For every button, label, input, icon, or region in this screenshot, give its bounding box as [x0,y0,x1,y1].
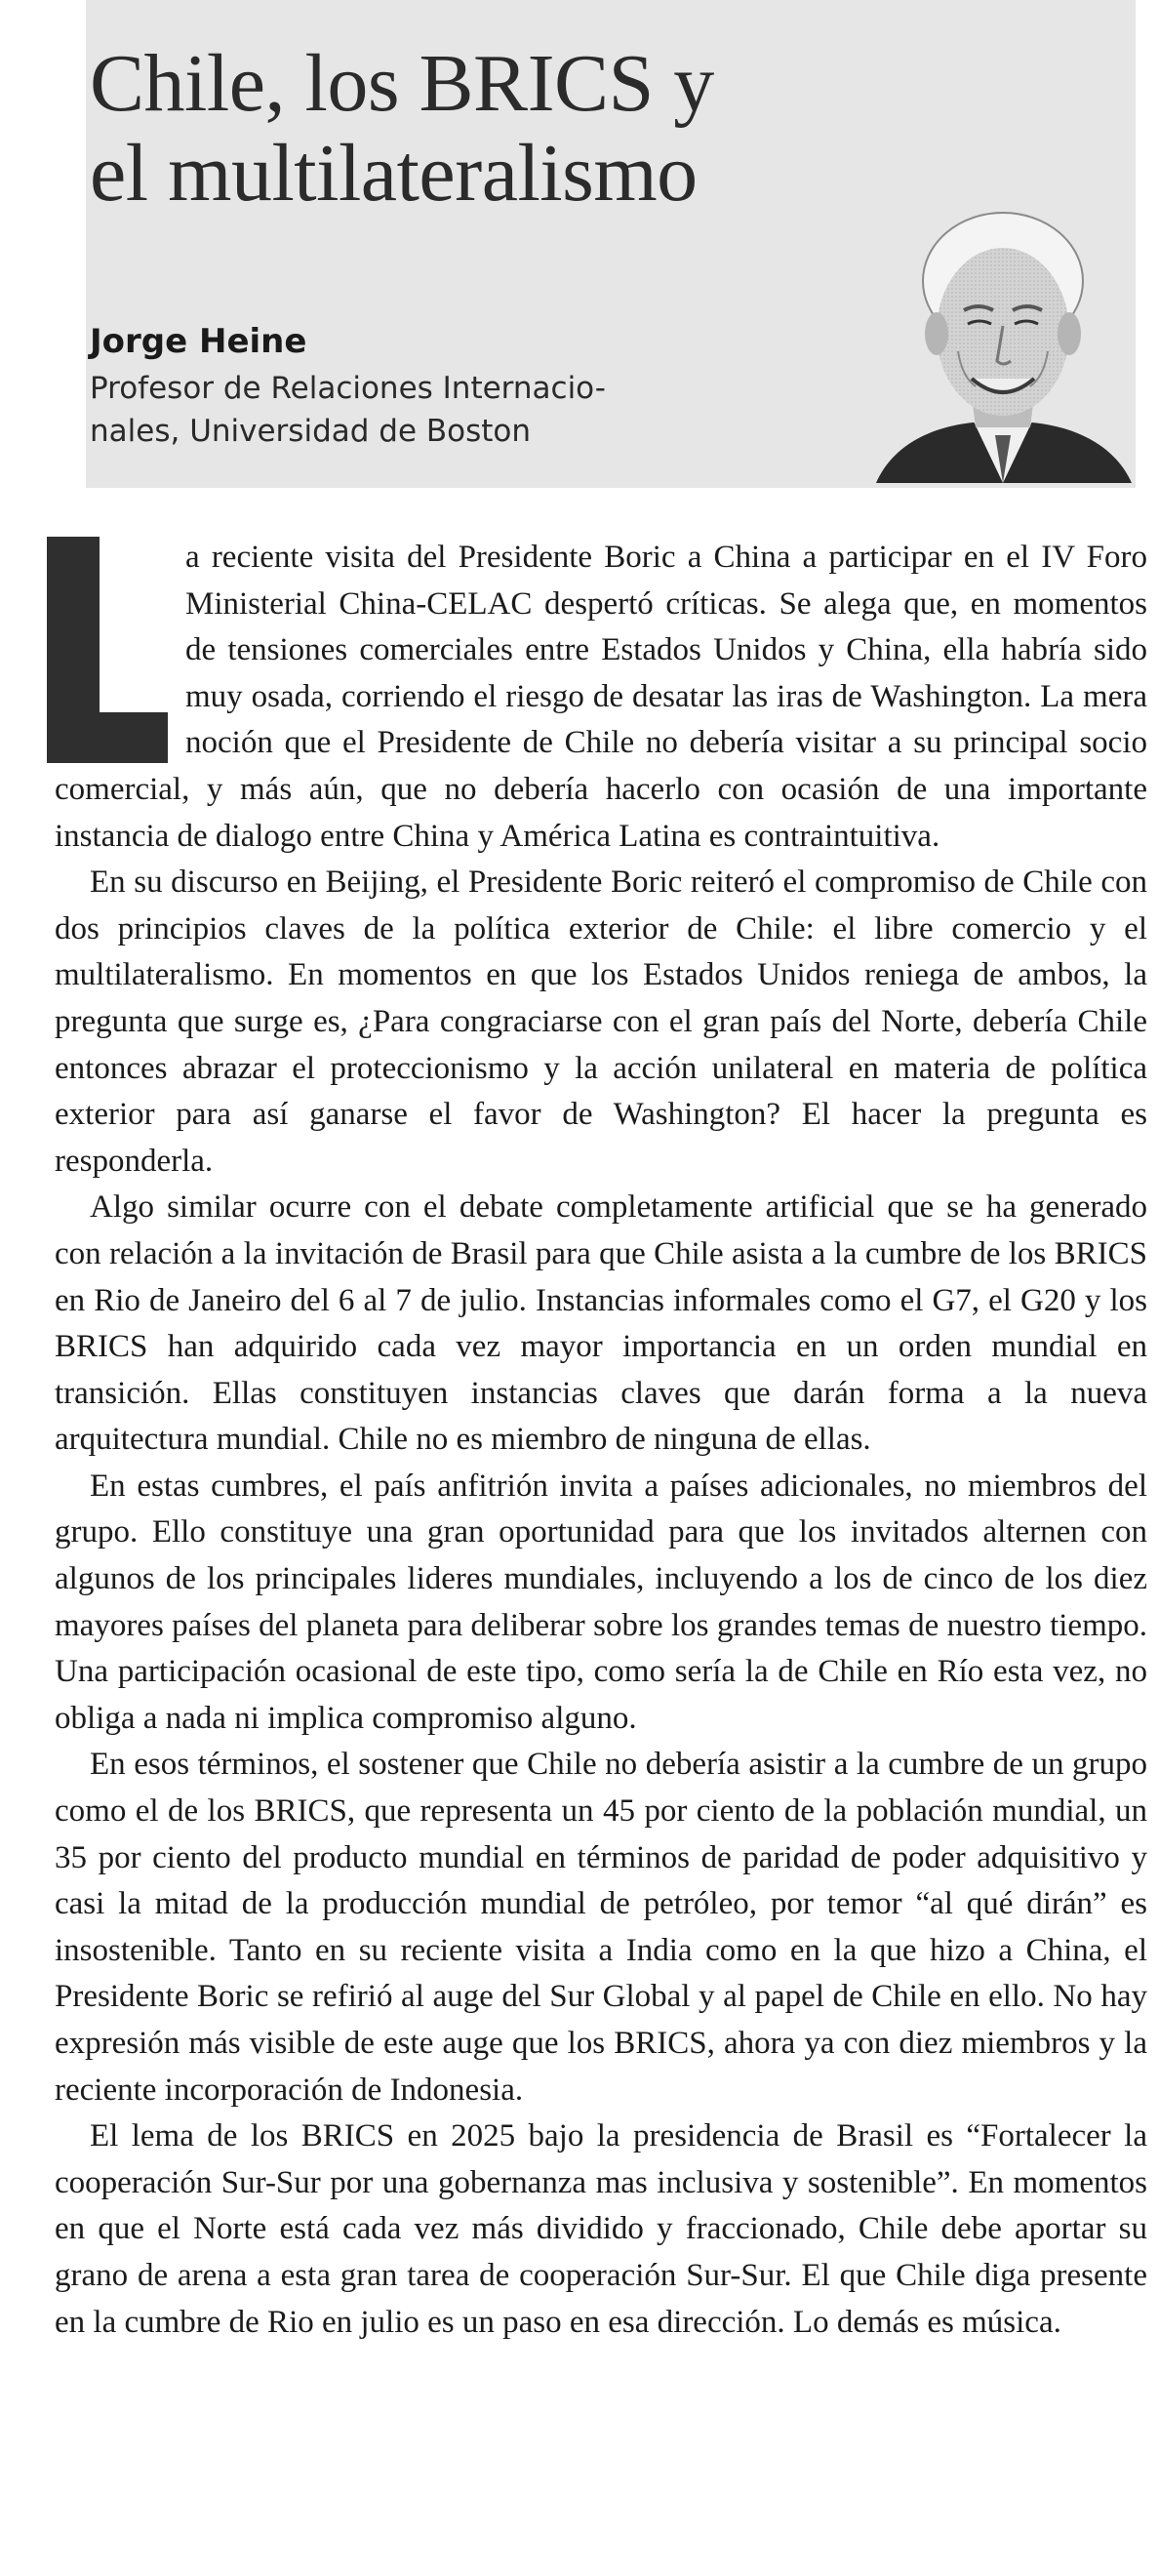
author-role-line-2: nales, Universidad de Boston [90,414,532,449]
author-portrait [857,205,1149,483]
paragraph-4: En estas cumbres, el país anfitrión invita a países adicionales, no miembros del grupo. Ello constituye una gran oportunidad para que los invitados alternen con algunos de los principales lideres mundiales, incluyendo a los de cinco de los diez mayores países del planeta para deliberar sobre los grandes temas de nuestro tiempo. Una participación ocasional de este tipo, como sería la de Chile en Río esta vez, no obliga a nada ni implica compromiso alguno. [55,1468,1147,1736]
author-role-line-1: Profesor de Relaciones Internacio- [90,371,606,406]
paragraph-5: En esos términos, el sostener que Chile no debería asistir a la cumbre de un grupo como el de los BRICS, que representa un 45 por ciento de la población mundial, un 35 por ciento del producto mundial en términos de paridad de poder adquisitivo y casi la mitad de la producción mundial de petróleo, por temor “al qué dirán” es insostenible. Tanto en su reciente visita a India como en la que hizo a China, el Presidente Boric se refirió al auge del Sur Global y al papel de Chile en ello. No hay expresión más visible de este auge que los BRICS, ahora ya con diez miembros y la reciente incorporación de Indonesia. [55,1747,1147,2108]
headline-line-2: el multilateralismo [90,128,698,219]
paragraph-3: Algo similar ocurre con el debate completamente artificial que se ha generado con relación a la invitación de Brasil para que Chile asista a la cumbre de los BRICS en Rio de Janeiro del 6 al 7 de julio. Instancias informales como el G7, el G20 y los BRICS han adquirido cada vez mayor importancia en un orden mundial en transición. Ellas constituyen instancias claves que darán forma a la nueva arquitectura mundial. Chile no es miembro de ninguna de ellas. [55,1189,1147,1458]
headline [90,39,890,219]
headline-line-1: Chile, los BRICS y [90,38,714,129]
paragraph-1-text: a reciente visita del Presidente Boric a China a participar en el IV Foro Ministerial China-CELAC despertó críticas. Se alega que, en momentos de tensiones comerciales entre Estados Unidos y China, ella habría sido muy osada, corriendo el riesgo de desatar las iras de Washington. La mera noción que el Presidente de Chile no debería visitar a su principal socio comercial, y más aún, que no debería hacerlo con ocasión de una importante instancia de dialogo entre China y América Latina es contraintuitiva. [55,540,1147,854]
author-name: Jorge Heine [90,322,307,361]
article-header [86,0,1136,488]
paragraph-6: El lema de los BRICS en 2025 bajo la presidencia de Brasil es “Fortalecer la cooperación Sur-Sur por una gobernanza mas inclusiva y sostenible”. En momentos en que el Norte está cada vez más dividido y fraccionado, Chile debe aportar su grano de arena a esta gran tarea de cooperación Sur-Sur. El que Chile diga presente en la cumbre de Rio en julio es un paso en esa dirección. Lo demás es música. [55,2118,1147,2340]
paragraph-2: En su discurso en Beijing, el Presidente Boric reiteró el compromiso de Chile con dos principios claves de la política exterior de Chile: el libre comercio y el multilateralismo. En momentos en que los Estados Unidos reniega de ambos, la pregunta que surge es, ¿Para congraciarse con el gran país del Norte, debería Chile entonces abrazar el proteccionismo y la acción unilateral en materia de política exterior para así ganarse el favor de Washington? El hacer la pregunta es responderla. [55,865,1147,1179]
author-role [90,367,734,453]
article-body [55,535,1147,2346]
drop-cap-space [55,535,176,761]
paragraph-1 [55,535,1147,860]
